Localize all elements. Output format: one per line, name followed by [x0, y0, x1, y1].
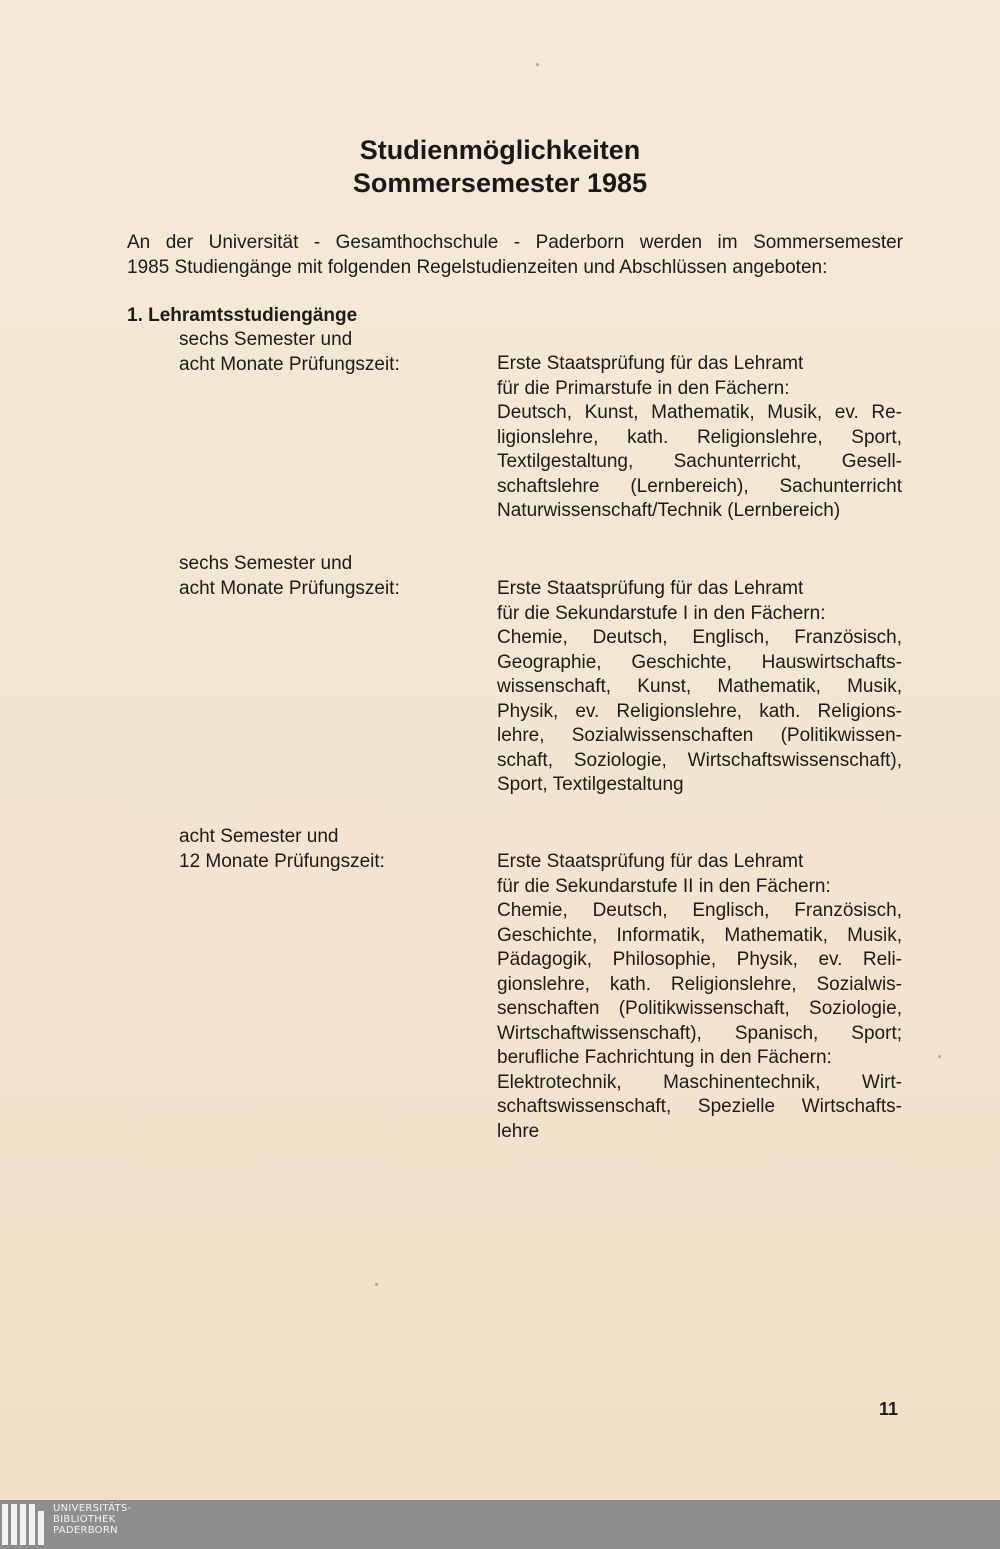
description-line: Elektrotechnik, Maschinentechnik, Wirt- [497, 1071, 902, 1093]
description-line: Erste Staatsprüfung für das Lehramt [497, 578, 804, 599]
duration-line: sechs Semester und [179, 329, 353, 350]
description-line: Chemie, Deutsch, Englisch, Französisch, [497, 900, 902, 921]
description-line: ligionslehre, kath. Religionslehre, Sport, [497, 426, 902, 448]
duration-line: sechs Semester und [179, 553, 353, 574]
intro-paragraph [127, 230, 903, 280]
description-line: Chemie, Deutsch, Englisch, Französisch, [497, 627, 902, 648]
description-line: wissenschaft, Kunst, Mathematik, Musik, [497, 676, 902, 697]
description-line: Erste Staatsprüfung für das Lehramt [497, 851, 804, 872]
duration-line: acht Monate Prüfungszeit: [179, 577, 400, 599]
page-number: 11 [878, 1399, 898, 1419]
description-line: Deutsch, Kunst, Mathematik, Musik, ev. Re- [497, 402, 902, 423]
description-line: Physik, ev. Religionslehre, kath. Religions- [497, 700, 902, 722]
description-line: Sport, Textilgestaltung [497, 774, 684, 795]
speck [375, 1283, 378, 1286]
description-line: für die Sekundarstufe I in den Fächern: [497, 602, 826, 624]
entry-duration-label [179, 328, 479, 377]
entry-description [497, 352, 902, 524]
description-line: Geographie, Geschichte, Hauswirtschafts- [497, 651, 902, 673]
section-heading: 1. Lehramtsstudiengänge [127, 305, 358, 326]
speck [536, 63, 539, 66]
description-line: schaftswissenschaft, Spezielle Wirtschafts- [497, 1096, 902, 1117]
logo-line: PADERBORN [53, 1525, 118, 1536]
logo-line: BIBLIOTHEK [53, 1514, 116, 1525]
description-line: lehre, Sozialwissenschaften (Politikwissen- [497, 725, 902, 746]
library-barcode-logo-icon [2, 1504, 44, 1545]
description-line: schaftslehre (Lernbereich), Sachunterricht [497, 475, 902, 497]
page-title: Studienmöglichkeiten [359, 135, 641, 165]
description-line: für die Sekundarstufe II in den Fächern: [497, 875, 831, 897]
description-line: Naturwissenschaft/Technik (Lernbereich) [497, 500, 841, 521]
entry-description [497, 577, 902, 798]
description-line: gionslehre, kath. Religionslehre, Sozialwis- [497, 973, 902, 995]
description-line: schaft, Soziologie, Wirtschaftswissenschaft), [497, 749, 902, 771]
library-footer-bar [0, 1500, 1000, 1549]
description-line: Pädagogik, Philosophie, Physik, ev. Reli- [497, 949, 902, 970]
duration-line: acht Monate Prüfungszeit: [179, 353, 400, 375]
description-line: Geschichte, Informatik, Mathematik, Musik, [497, 924, 902, 946]
description-line: senschaften (Politikwissenschaft, Soziologie, [497, 998, 902, 1019]
description-line: für die Primarstufe in den Fächern: [497, 377, 790, 399]
library-logo-text [53, 1503, 132, 1536]
description-line: berufliche Fachrichtung in den Fächern: [497, 1047, 832, 1068]
entry-duration-label [179, 552, 479, 601]
intro-line: 1985 Studiengänge mit folgenden Regelstudienzeiten und Abschlüssen angeboten: [127, 257, 828, 278]
entry-duration-label [179, 825, 479, 874]
duration-line: acht Semester und [179, 826, 339, 847]
intro-line: An der Universität - Gesamthochschule - Paderborn werden im Sommersemester [127, 232, 903, 253]
page-subtitle: Sommersemester 1985 [352, 168, 648, 198]
logo-line: UNIVERSITÄTS- [53, 1503, 132, 1514]
description-line: Textilgestaltung, Sachunterricht, Gesell- [497, 451, 902, 472]
speck [938, 1055, 941, 1058]
duration-line: 12 Monate Prüfungszeit: [179, 850, 385, 872]
entry-description [497, 850, 902, 1144]
description-line: Wirtschaftwissenschaft), Spanisch, Sport; [497, 1022, 902, 1044]
description-line: lehre [497, 1120, 540, 1142]
description-line: Erste Staatsprüfung für das Lehramt [497, 353, 804, 374]
